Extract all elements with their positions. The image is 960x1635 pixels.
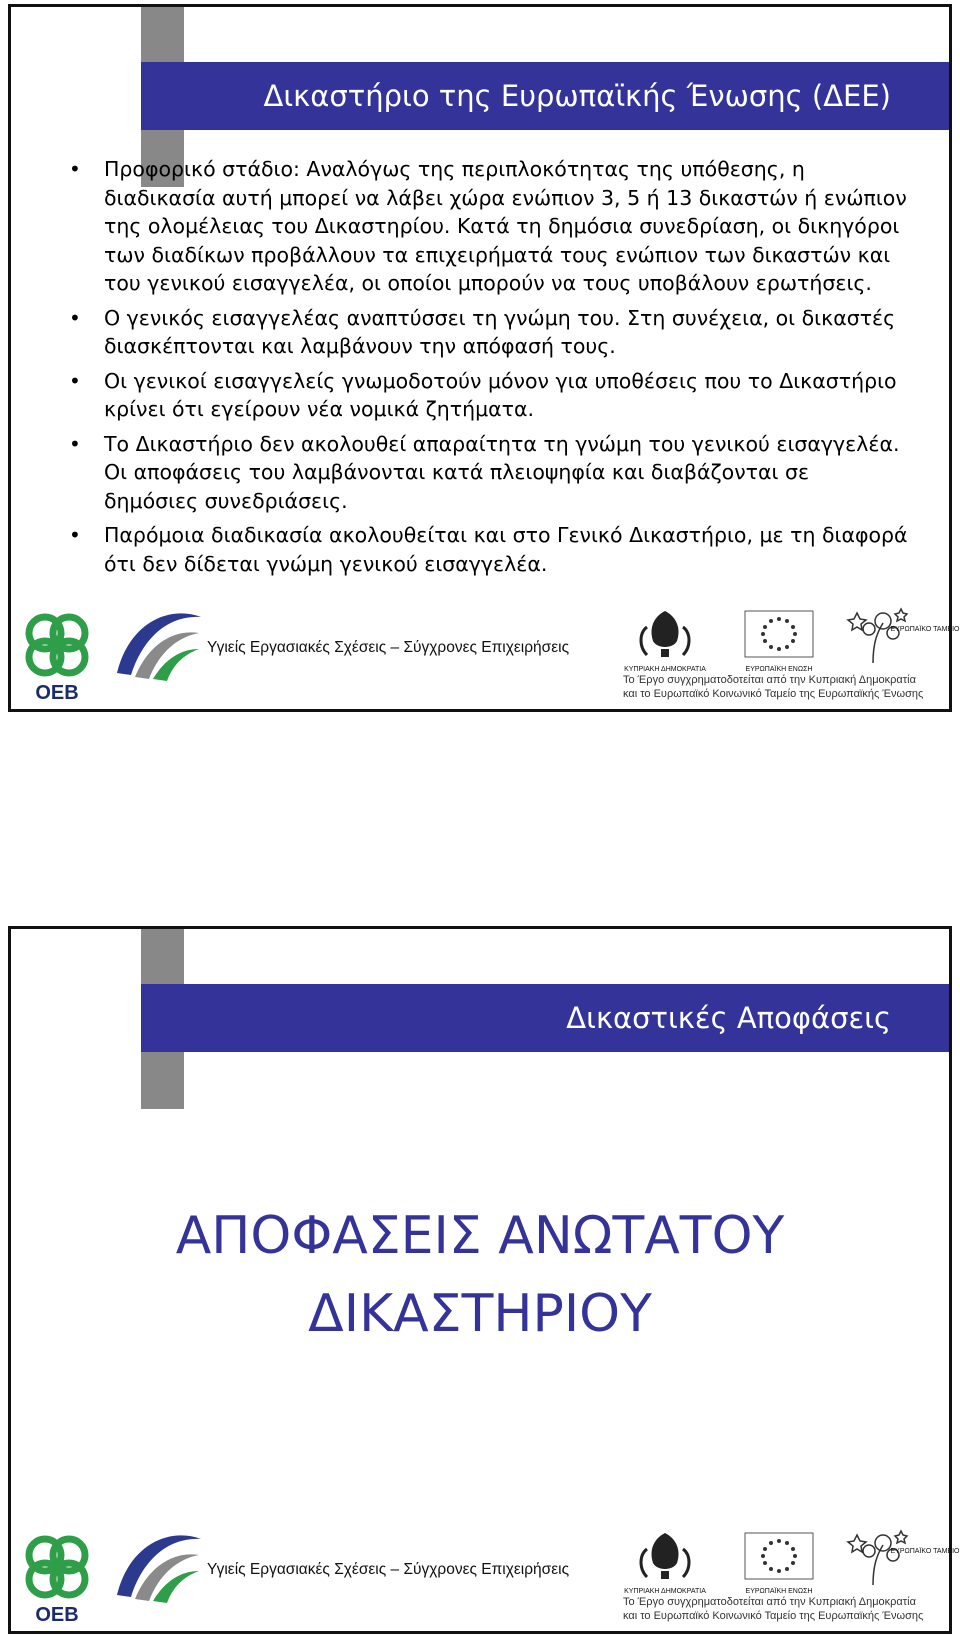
bullet-icon: • <box>69 368 81 393</box>
bullet-icon: • <box>69 305 81 330</box>
esf-logo-icon <box>843 1525 960 1601</box>
eu-flag-icon <box>739 607 819 677</box>
bullet-item <box>69 304 909 361</box>
svg-text:ΕΥΡΩΠΑΪΚΗ ΕΝΩΣΗ: ΕΥΡΩΠΑΪΚΗ ΕΝΩΣΗ <box>745 1588 813 1595</box>
cofunding-notice <box>623 673 923 701</box>
bullet-item <box>69 367 909 424</box>
bullet-text: Παρόμοια διαδικασία ακολουθείται και στο Γενικό Δικαστήριο, με τη διαφορά ότι δεν δίδεται γνώμη γενικού εισαγγελέα. <box>104 523 908 576</box>
section-heading-line-2: ΔΙΚΑΣΤΗΡΙΟΥ <box>308 1284 652 1344</box>
bullet-icon: • <box>69 157 81 181</box>
swoosh-logo-icon <box>109 603 205 683</box>
slide-footer <box>11 1521 960 1631</box>
svg-text:ΕΥΡΩΠΑΪΚΟ ΤΑΜΕΙΟ: ΕΥΡΩΠΑΪΚΟ ΤΑΜΕΙΟ <box>890 626 960 633</box>
slide-2 <box>8 926 960 1634</box>
section-heading-line-1: ΑΠΟΦΑΣΕΙΣ ΑΝΩΤΑΤΟΥ <box>175 1206 785 1266</box>
cofunding-line-2: και το Ευρωπαϊκό Κοινωνικό Ταμείο της Ευρωπαϊκής Ένωσης <box>623 1610 924 1622</box>
oeb-logo-icon <box>17 605 97 705</box>
oeb-logo-icon <box>17 1527 97 1627</box>
cofunding-notice <box>623 1595 923 1623</box>
footer-tagline: Υγιείς Εργασιακές Σχέσεις – Σύγχρονες Επιχειρήσεις <box>207 1561 570 1578</box>
cofunding-line-1: Το Έργο συγχρηματοδοτείται από την Κυπριακή Δημοκρατία <box>623 1596 916 1608</box>
bullet-item <box>69 430 909 516</box>
title-band <box>141 62 949 130</box>
bullet-icon: • <box>69 523 81 547</box>
svg-text:ΚΥΠΡΙΑΚΗ ΔΗΜΟΚΡΑΤΙΑ: ΚΥΠΡΙΑΚΗ ΔΗΜΟΚΡΑΤΙΑ <box>624 666 706 673</box>
eu-flag-icon <box>739 1529 819 1599</box>
svg-text:ΕΥΡΩΠΑΪΚΟ ΤΑΜΕΙΟ: ΕΥΡΩΠΑΪΚΟ ΤΑΜΕΙΟ <box>890 1548 960 1555</box>
svg-text:ΟΕΒ: ΟΕΒ <box>35 1604 79 1626</box>
footer-tagline: Υγιείς Εργασιακές Σχέσεις – Σύγχρονες Επιχειρήσεις <box>207 639 570 656</box>
bullet-text: Το Δικαστήριο δεν ακολουθεί απαραίτητα τη γνώμη του γενικού εισαγγελέα. Οι αποφάσεις του λαμβάνονται κατά πλειοψηφία και διαβάζονται σε δημόσιες συνεδριάσεις. <box>104 431 900 513</box>
slide-footer <box>11 599 960 709</box>
slide-title: Δικαστικές Αποφάσεις <box>566 1001 891 1035</box>
cyprus-emblem-icon <box>617 1529 713 1599</box>
bullet-list <box>69 155 909 584</box>
slide-1 <box>8 4 960 712</box>
bullet-text: Οι γενικοί εισαγγελείς γνωμοδοτούν μόνον για υποθέσεις που το Δικαστήριο κρίνει ότι εγείρουν νέα νομικά ζητήματα. <box>104 368 897 421</box>
cofunding-line-1: Το Έργο συγχρηματοδοτείται από την Κυπριακή Δημοκρατία <box>623 674 916 686</box>
bullet-item <box>69 521 909 578</box>
title-band <box>141 984 949 1052</box>
svg-text:ΚΥΠΡΙΑΚΗ ΔΗΜΟΚΡΑΤΙΑ: ΚΥΠΡΙΑΚΗ ΔΗΜΟΚΡΑΤΙΑ <box>624 1588 706 1595</box>
swoosh-logo-icon <box>109 1525 205 1605</box>
bullet-text: Προφορικό στάδιο: Αναλόγως της περιπλοκότητας της υπόθεσης, η διαδικασία αυτή μπορεί να λάβει χώρα ενώπιον 3, 5 ή 13 δικαστών ή ενώπιον της ολομέλειας του Δικαστηρίου. Κατά τη δημόσια συνεδρίαση, οι δικηγόροι των διαδίκων προβάλλουν τα επιχειρήματά τους ενώπιον των δικαστών και του γενικού εισαγγελέα, οι οποίοι μπορούν να τους υποβάλουν ερωτήσεις. <box>104 157 907 295</box>
cofunding-line-2: και το Ευρωπαϊκό Κοινωνικό Ταμείο της Ευρωπαϊκής Ένωσης <box>623 688 924 700</box>
bullet-text: Ο γενικός εισαγγελέας αναπτύσσει τη γνώμη του. Στη συνέχεια, οι δικαστές διασκέπτονται και λαμβάνουν την απόφασή τους. <box>104 305 896 358</box>
svg-text:ΟΕΒ: ΟΕΒ <box>35 682 79 704</box>
cyprus-emblem-icon <box>617 607 713 677</box>
esf-logo-icon <box>843 603 960 679</box>
section-heading <box>11 1197 949 1353</box>
bullet-icon: • <box>69 431 81 456</box>
slide-title: Δικαστήριο της Ευρωπαϊκής Ένωσης (ΔΕΕ) <box>263 79 891 113</box>
svg-text:ΕΥΡΩΠΑΪΚΗ ΕΝΩΣΗ: ΕΥΡΩΠΑΪΚΗ ΕΝΩΣΗ <box>745 666 813 673</box>
bullet-item <box>69 155 909 298</box>
